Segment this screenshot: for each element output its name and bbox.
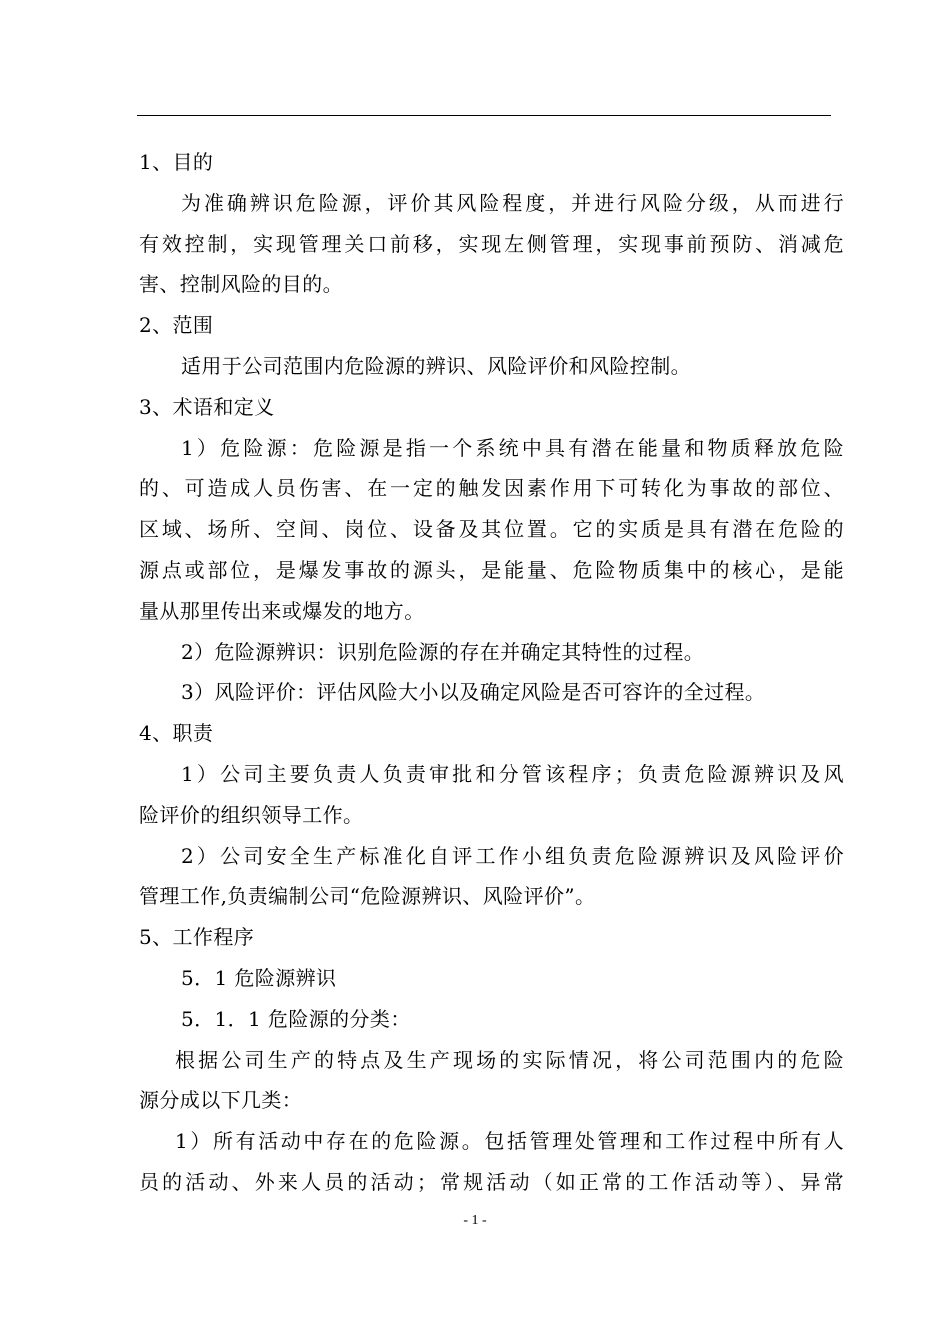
paragraph-line: 2）危险源辨识：识别危险源的存在并确定其特性的过程。 — [181, 639, 705, 664]
paragraph-line: 有效控制，实现管理关口前移，实现左侧管理，实现事前预防、消减危 — [139, 231, 844, 256]
paragraph-line: 3）风险评价：评估风险大小以及确定风险是否可容许的全过程。 — [181, 680, 766, 705]
paragraph-line: 区域、场所、空间、岗位、设备及其位置。它的实质是具有潜在危险的 — [139, 517, 844, 542]
paragraph-line: 2）公司安全生产标准化自评工作小组负责危险源辨识及风险评价 — [181, 843, 844, 868]
paragraph-line: 1）危险源：危险源是指一个系统中具有潜在能量和物质释放危险 — [181, 435, 844, 460]
page-number: - 1 - — [463, 1213, 487, 1228]
paragraph-line: 适用于公司范围内危险源的辨识、风险评价和风险控制。 — [181, 353, 691, 378]
paragraph-line: 量从那里传出来或爆发的地方。 — [139, 598, 425, 623]
paragraph-line: 管理工作,负责编制公司“危险源辨识、风险评价”。 — [139, 884, 596, 909]
paragraph-line: 险评价的组织领导工作。 — [139, 802, 364, 827]
paragraph-line: 员的活动、外来人员的活动；常规活动（如正常的工作活动等）、异常 — [139, 1169, 844, 1194]
paragraph-line: 的、可造成人员伤害、在一定的触发因素作用下可转化为事故的部位、 — [139, 476, 844, 501]
paragraph-line: 根据公司生产的特点及生产现场的实际情况，将公司范围内的危险 — [175, 1047, 844, 1072]
paragraph-line: 源点或部位，是爆发事故的源头，是能量、危险物质集中的核心，是能 — [139, 557, 844, 582]
section-heading-purpose: 1、目的 — [139, 150, 214, 174]
section-heading-scope: 2、范围 — [139, 313, 214, 338]
subsection-heading: 5．1 危险源辨识 — [181, 965, 337, 990]
section-heading-terms: 3、术语和定义 — [139, 394, 275, 419]
paragraph-line: 害、控制风险的目的。 — [139, 272, 343, 297]
subsection-heading: 5．1．1 危险源的分类： — [181, 1006, 411, 1031]
paragraph-line: 为准确辨识危险源，评价其风险程度，并进行风险分级，从而进行 — [181, 190, 844, 215]
paragraph-line: 1）公司主要负责人负责审批和分管该程序；负责危险源辨识及风 — [181, 761, 844, 786]
section-heading-procedure: 5、工作程序 — [139, 925, 255, 950]
paragraph-line: 源分成以下几类： — [139, 1088, 303, 1113]
document-body — [139, 142, 844, 1203]
header-rule — [137, 115, 831, 116]
paragraph-line: 1）所有活动中存在的危险源。包括管理处管理和工作过程中所有人 — [175, 1129, 844, 1154]
section-heading-duties: 4、职责 — [139, 721, 214, 746]
